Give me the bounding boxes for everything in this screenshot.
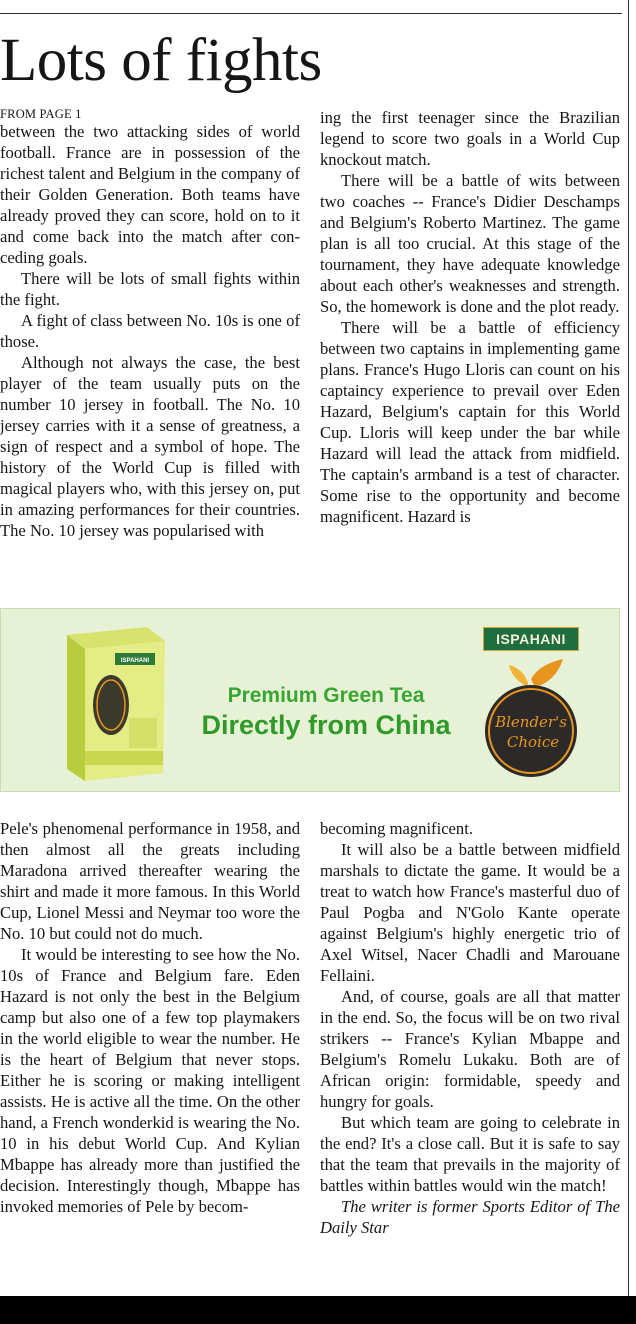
headline: Lots of fights	[0, 27, 322, 94]
column-rule	[628, 0, 629, 1296]
svg-text:Blender's: Blender's	[495, 713, 567, 731]
paragraph: It would be interesting to see how the No. 10s of France and Belgium fare. Eden Hazard is not only the best in the Belgium camp but also one of a few top playmakers in the world eligible to wear the number. He is the heart of Belgium that never stops. Either he is scoring or making intelligent assists. He is active all the time. On the other hand, a French wonderkid is wearing the No. 10 in his debut World Cup. And Kylian Mbappe has already more than justified the decision. Interestingly though, Mbappe has invoked memories of Pele by becom-	[0, 945, 300, 1216]
ad-headline: Directly from China	[201, 710, 451, 740]
article-column-1	[0, 107, 300, 587]
article-column-4	[320, 818, 620, 1296]
paragraph: becoming magnificent.	[320, 819, 473, 838]
svg-text:ISPAHANI: ISPAHANI	[120, 658, 150, 664]
paragraph: There will be a battle of efficiency between two captains in implementing game plans. France's Hugo Lloris can count on his captaincy experience to prevail over Eden Hazard, Belgium's captain for this World Cup. Lloris will keep under the bar while Hazard will lead the attack from midfield. The captain's armband is a test of character. Some rise to the opportunity and become magnificent. Hazard is	[320, 318, 620, 526]
from-page-label: FROM PAGE 1	[0, 107, 82, 121]
paragraph: There will be lots of small fights within the fight.	[0, 269, 300, 309]
paragraph: But which team are going to celebrate in the end? It's a close call. But it is safe to say that the team that prevails in the majority of battles within battles would win the match!	[320, 1113, 620, 1195]
tea-box-image	[45, 623, 175, 783]
ad-tagline: Premium Green Tea	[227, 684, 425, 707]
blenders-choice-logo	[481, 657, 581, 781]
article-column-2	[320, 107, 620, 587]
paragraph: ing the first teenager since the Brazilian legend to score two goals in a World Cup knockout match.	[320, 108, 620, 169]
paragraph: A fight of class between No. 10s is one of those.	[0, 311, 300, 351]
bottom-band	[0, 1296, 636, 1324]
svg-text:Choice: Choice	[506, 733, 560, 751]
advertisement	[0, 608, 620, 792]
top-rule	[0, 13, 622, 14]
paragraph: And, of course, goals are all that matter in the end. So, the focus will be on two rival strikers -- France's Kylian Mbappe and Belgium's Romelu Lukaku. Both are of African origin: formidable, speedy and hungry for goals.	[320, 987, 620, 1111]
paragraph: Pele's phenomenal performance in 1958, and then almost all the greats including Maradona arrived thereafter wearing the shirt and made it more famous. In this World Cup, Lionel Messi and Neymar too wore the No. 10 but could not do much.	[0, 819, 300, 943]
article-column-3	[0, 818, 300, 1296]
ispahani-logo: ISPAHANI	[483, 627, 579, 651]
paragraph: between the two attacking sides of world football. France are in possession of the richest talent and Belgium in the company of their Golden Generation. Both teams have already proved they can score, hold on to it and come back into the match after conceding goals.	[0, 122, 300, 267]
paragraph: There will be a battle of wits between two coaches -- France's Didier Deschamps and Belgium's Roberto Martinez. The game plan is all too crucial. At this stage of the tournament, they have adequate knowledge about each other's weaknesses and strength. So, the homework is done and the plot ready.	[320, 171, 620, 316]
author-credit: The writer is former Sports Editor of The Daily Star	[320, 1197, 620, 1237]
paragraph: It will also be a battle between midfield marshals to dictate the game. It would be a treat to watch how France's masterful duo of Paul Pogba and N'Golo Kante operate against Belgium's highly energetic trio of Axel Witsel, Nacer Chadli and Marouane Fellaini.	[320, 840, 620, 985]
paragraph: Although not always the case, the best player of the team usually puts on the number 10 jersey in football. The No. 10 jersey carries with it a sense of greatness, a sign of respect and a symbol of hope. The history of the World Cup is filled with magical players who, with this jersey on, put in amazing performances for their countries. The No. 10 jersey was popularised with	[0, 353, 300, 540]
